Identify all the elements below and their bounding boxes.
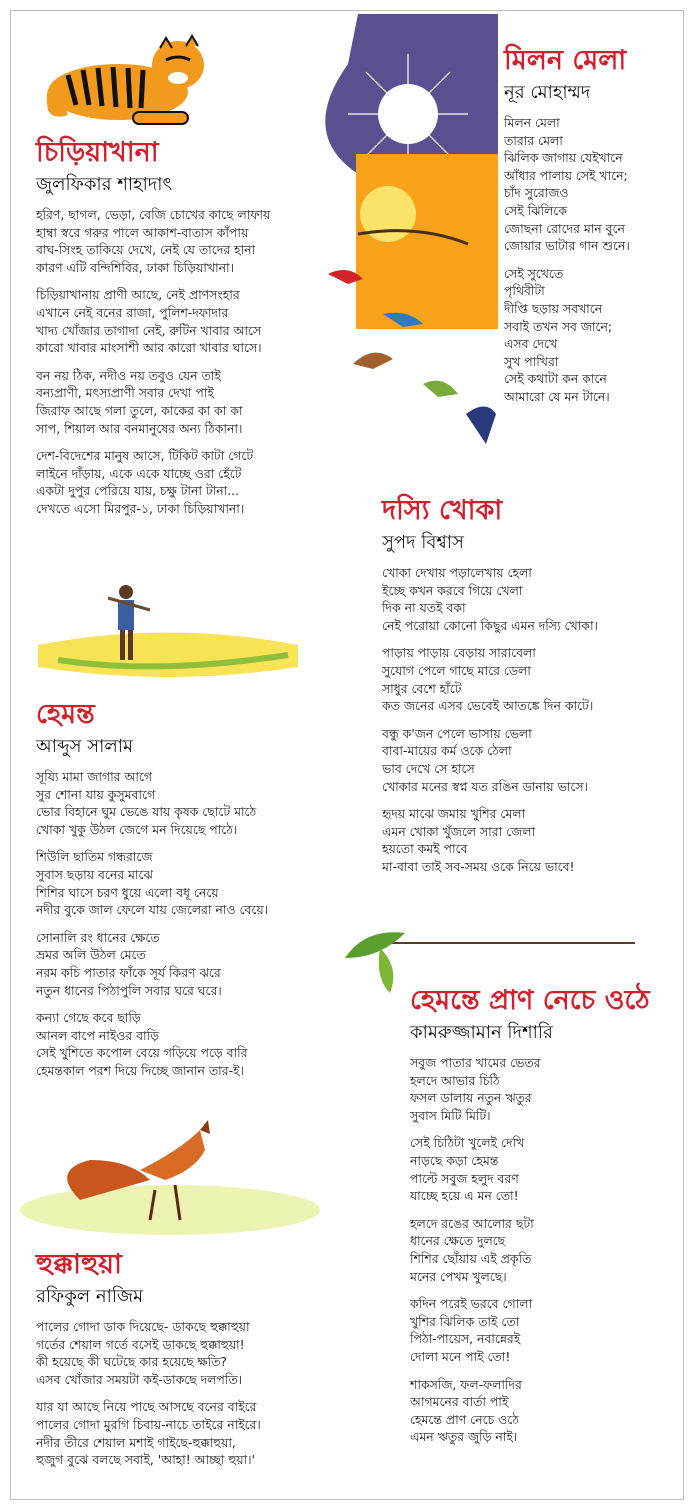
poem-line: শিশির ছোঁয়ায় এই প্রকৃতি bbox=[410, 1250, 532, 1266]
poem-line: দিক না যতই বকা bbox=[382, 600, 466, 616]
stanza bbox=[382, 805, 672, 875]
poem-line: বন্ধু ক'জন পেলে ভাসায় ভেলা bbox=[382, 725, 532, 741]
poem-line: সাধুর বেশে হাঁটে bbox=[382, 680, 462, 696]
poem-line: লাইনে দাঁড়ায়, একে একে যাচ্ছে ওরা হেঁটে bbox=[36, 465, 242, 481]
stanza bbox=[504, 114, 674, 255]
poem-line: কন্যা গেছে কবে ছাড়ি bbox=[36, 1010, 141, 1026]
poem-line: সুবাস মিটি মিটি। bbox=[410, 1107, 491, 1123]
poem-line: নদীর তীরে শেয়াল মশাই গাইছে-হুক্কাহুয়া, bbox=[36, 1434, 236, 1450]
poem-line: হরিণ, ছাগল, ভেড়া, বেজি চোখের কাছে লাফায় bbox=[36, 207, 271, 222]
poem-line: হাম্বা স্বরে গরুর পালে আকাশ-বাতাস কাঁপায় bbox=[36, 224, 249, 240]
stanza bbox=[36, 206, 336, 276]
poem-line: সেই কথাটা কন কানে bbox=[504, 371, 607, 387]
poem-line: পাল্টে সবুজ হলুদ বরণ bbox=[410, 1170, 519, 1186]
stanza bbox=[382, 564, 672, 634]
poem-line: গর্তের শেয়াল গর্তে বসেই ডাকছে হুক্কাহুয়া! bbox=[36, 1336, 245, 1352]
poem-line: বাবা-মায়ের কর্ম ওকে ঠেলা bbox=[382, 743, 512, 759]
poem-line: নাড়ছে কড়া হেমন্ত bbox=[410, 1152, 499, 1168]
stanza bbox=[36, 447, 336, 517]
poem-line: খোকা খুকু উঠল জেগে মন দিয়েছে পাঠে। bbox=[36, 821, 238, 837]
poem-line: ভ্রমর অলি উঠল মেতে bbox=[36, 947, 146, 963]
poem-author: কামরুজ্জামান দিশারি bbox=[410, 1022, 553, 1043]
poem-line: বাঘ-সিংহ তাকিয়ে দেখে, নেই যে তাদের হানা bbox=[36, 242, 256, 258]
poem-line: বন নয় ঠিক, নদীও নয় তবুও যেন তাই bbox=[36, 367, 221, 383]
poem-line: মনের পেখম খুলছে। bbox=[410, 1268, 507, 1284]
poem-line: যাচ্ছে হয়ে এ মন তো! bbox=[410, 1188, 519, 1204]
poem-line: আঁধার পালায় সেই খানে; bbox=[504, 167, 628, 183]
poem-title: হেমন্তে প্রাণ নেচে ওঠে bbox=[410, 985, 650, 1016]
stanza bbox=[410, 1376, 675, 1446]
poem-hemonto bbox=[36, 698, 336, 1090]
poem-author: রফিকুল নাজিম bbox=[36, 1286, 144, 1307]
poem-line: হৃদয় মাঝে জমায় খুশির মেলা bbox=[382, 806, 526, 822]
poem-line: পৃথিবীটা bbox=[504, 283, 545, 299]
stanza bbox=[36, 768, 336, 838]
poem-title: হেমন্ত bbox=[36, 699, 95, 730]
poem-line: চাঁদ সুরোজও bbox=[504, 185, 569, 201]
poem-dossi-khoka bbox=[382, 494, 672, 886]
poem-line: নতুন ধানের পিঠাপুলি সবার ঘরে ঘরে। bbox=[36, 982, 222, 998]
stanza bbox=[410, 1134, 675, 1204]
poem-line: সেই চিঠিটা খুলেই দেখি bbox=[410, 1135, 525, 1151]
poem-title: মিলন মেলা bbox=[504, 45, 627, 76]
stanza bbox=[36, 1398, 336, 1468]
poem-line: সোনালি রং ধানের ক্ষেতে bbox=[36, 929, 160, 945]
poem-line: সুর শোনা যায় কুসুমবাগে bbox=[36, 786, 156, 802]
poem-line: হয়তো কমই পাবে bbox=[382, 841, 468, 857]
poem-line: ঝিলিক জাগায় যেইখানে bbox=[504, 150, 623, 166]
stanza bbox=[36, 1318, 336, 1388]
poem-line: শাকসজি, ফল-ফলাদির bbox=[410, 1376, 522, 1392]
fox-illustration bbox=[20, 1120, 320, 1240]
poem-line: খোকা দেখায় পড়ালেখায় হেলা bbox=[382, 565, 532, 580]
poem-line: নদীর বুকে জাল ফেলে যায় জেলেরা নাও বেয়ে। bbox=[36, 902, 269, 918]
poem-line: শিশির ঘাসে চরণ ধুয়ে এলো বধূ নেয়ে bbox=[36, 884, 219, 900]
poem-chiriyakhana bbox=[36, 136, 336, 528]
poem-author: জুলফিকার শাহাদাৎ bbox=[36, 174, 173, 195]
poem-line: সুবাস ছড়ায় বনের মাঝে bbox=[36, 866, 153, 882]
poem-line: ধানের ক্ষেতে দুলছে bbox=[410, 1233, 506, 1249]
poem-title: হুক্কাহুয়া bbox=[36, 1249, 122, 1280]
poem-line: হুজুগ বুঝে বলছে সবাই, 'আহা! আচ্ছা হুয়া।' bbox=[36, 1452, 256, 1468]
poem-author: আব্দুস সালাম bbox=[36, 736, 133, 757]
stanza bbox=[410, 1054, 675, 1124]
stanza bbox=[36, 1009, 336, 1079]
poem-line: হলদে আভার চিঠি bbox=[410, 1072, 500, 1088]
stanza bbox=[36, 848, 336, 918]
poem-line: সেই ঝিলিকে bbox=[504, 202, 567, 218]
poem-milon-mela bbox=[504, 44, 674, 416]
farmer-field-illustration bbox=[38, 580, 308, 690]
poem-line: ফসল ডালায় নতুন ঋতুর bbox=[410, 1090, 532, 1106]
poem-line: কারো খাবার মাংসাশী আর কারো খাবার ঘাসে। bbox=[36, 340, 262, 356]
poem-line: সবুজ পাতার খামের ভেতর bbox=[410, 1055, 541, 1070]
poem-line: খাদ্য খোঁজার তাগাদা নেই, রুটিন খাবার আসে bbox=[36, 322, 262, 338]
stanza bbox=[36, 929, 336, 999]
poem-body bbox=[410, 1054, 675, 1446]
poem-line: সূয্যি মামা জাগার আগে bbox=[36, 769, 152, 784]
poem-body bbox=[36, 1318, 336, 1469]
poem-line: দেশ-বিদেশের মানুষ আসে, টিকিট কাটা গেটে bbox=[36, 448, 254, 464]
stanza bbox=[410, 1295, 675, 1365]
poem-hemonte-pran bbox=[410, 984, 675, 1456]
stanza bbox=[382, 725, 672, 795]
poem-line: পালের গোদা ডাক দিয়েছে- ডাকছে হুক্কাহুয়া bbox=[36, 1319, 250, 1334]
poem-line: হলদে রঙের আলোর ছটা bbox=[410, 1215, 534, 1231]
poem-line: এমন খোকা খুঁজলে সারা জেলা bbox=[382, 823, 536, 839]
poem-line: ভাব দেখে সে হাসে bbox=[382, 760, 475, 776]
poem-line: পাড়ায় পাড়ায় বেড়ায় সারাবেলা bbox=[382, 645, 536, 661]
poem-line: কী হয়েছে কী ঘটেছে কার হয়েছে ক্ষতি? bbox=[36, 1354, 228, 1370]
poem-title: চিড়িয়াখানা bbox=[36, 137, 159, 168]
poem-line: এসব খোঁজার সময়টা কই-ডাকছে দলপতি। bbox=[36, 1371, 243, 1387]
poem-line: সবাই তখন সব জানে; bbox=[504, 318, 613, 334]
poem-line: সাপ, শিয়াল আর বনমানুষের অন্য ঠিকানা। bbox=[36, 420, 243, 436]
poem-line: ভোর বিহানে ঘুম ভেঙে যায় কৃষক ছোটে মাঠে bbox=[36, 804, 257, 820]
poem-line: দেখতে এসো মিরপুর-১, ঢাকা চিড়িয়াখানা। bbox=[36, 500, 245, 516]
stanza bbox=[410, 1215, 675, 1285]
poem-line: জিরাফ আছে গলা তুলে, কাকের কা কা কা bbox=[36, 402, 243, 418]
stanza bbox=[36, 286, 336, 356]
stanza bbox=[504, 265, 674, 406]
poem-line: নরম কচি পাতার ফাঁকে সূর্য কিরণ ঝরে bbox=[36, 964, 221, 980]
poem-line: পিঠা-পায়েস, নবান্নেরই bbox=[410, 1331, 521, 1347]
poem-line: সুযোগ পেলে গাছে মারে ডেলা bbox=[382, 662, 531, 678]
poem-hukkahuya bbox=[36, 1248, 336, 1479]
poem-line: সেই খুশিতে কপোল বেয়ে গড়িয়ে পড়ে বারি bbox=[36, 1045, 248, 1061]
poem-line: বন্যপ্রাণী, মৎস্যপ্রাণী সবার দেখা পাই bbox=[36, 385, 214, 401]
tiger-illustration bbox=[38, 20, 208, 130]
poem-line: মা-বাবা তাই সব-সময় ওকে নিয়ে ভাবে! bbox=[382, 858, 575, 874]
poem-line: সুখ পাখিরা bbox=[504, 353, 559, 369]
poem-title: দস্যি খোকা bbox=[382, 495, 503, 526]
poem-line: কারণ এটি বন্দিশিবির, ঢাকা চিড়িয়াখানা। bbox=[36, 259, 235, 275]
poem-line: আনল বাপে নাইওর বাড়ি bbox=[36, 1027, 160, 1043]
poem-body bbox=[36, 768, 336, 1080]
stanza bbox=[382, 644, 672, 714]
poem-body bbox=[382, 564, 672, 876]
poem-author: নূর মোহাম্মদ bbox=[504, 82, 591, 103]
stanza bbox=[36, 367, 336, 437]
poem-body bbox=[504, 114, 674, 406]
poem-line: এমন ঋতুর জুড়ি নাই। bbox=[410, 1429, 518, 1445]
poem-line: দোলা মনে পাই তো! bbox=[410, 1348, 511, 1364]
poem-line: তারার মেলা bbox=[504, 132, 563, 148]
poem-line: জোয়ার ভাটার গান শুনে। bbox=[504, 238, 630, 254]
poem-line: সেই সুখেতে bbox=[504, 265, 564, 281]
poem-line: শিউলি ছাতিম গন্ধরাজে bbox=[36, 849, 153, 865]
poem-line: কত জনের এসব ভেবেই আতঙ্কে দিন কাটে। bbox=[382, 698, 594, 714]
poem-line: হেমন্তকাল পরশ দিয়ে দিচ্ছে জানান তার-ই। bbox=[36, 1062, 244, 1078]
poem-line: জোছনা রোদের মান বুনে bbox=[504, 220, 625, 236]
poem-line: মিলন মেলা bbox=[504, 115, 560, 130]
poem-line: আগমনের বার্তা পাই bbox=[410, 1394, 509, 1410]
poem-line: কদিন পরেই ভরবে গোলা bbox=[410, 1296, 533, 1312]
poem-line: এখানে নেই বনের রাজা, পুলিশ-দফাদার bbox=[36, 304, 229, 320]
poem-line: এসব দেখে bbox=[504, 336, 558, 352]
poem-line: চিড়িয়াখানায় প্রাণী আছে, নেই প্রাণসংহার bbox=[36, 287, 240, 303]
poem-line: যার যা আছে নিয়ে পাছে আসছে বনের বাইরে bbox=[36, 1399, 257, 1415]
poem-author: সুপদ বিশ্বাস bbox=[382, 532, 464, 553]
poem-body bbox=[36, 206, 336, 518]
poem-line: একটা দুপুর পেরিয়ে যায়, চক্ষু টানা টানা... bbox=[36, 483, 240, 499]
poem-line: হেমন্তে প্রাণ নেচে ওঠে bbox=[410, 1411, 519, 1427]
poem-line: ইচ্ছে কখন করবে গিয়ে খেলা bbox=[382, 582, 523, 598]
poem-line: দীপ্তি ছড়ায় সবখানে bbox=[504, 300, 603, 316]
poem-line: খুশির ঝিলিক তাই তো bbox=[410, 1313, 520, 1329]
poem-line: পালের গোদা মুরগি চিবায়-নাচে তাইরে নাইরে। bbox=[36, 1416, 261, 1432]
poem-line: আমারো যে মন টানে। bbox=[504, 388, 610, 404]
poem-line: নেই পরোয়া কোনো কিছুর এমন দস্যি খোকা। bbox=[382, 617, 598, 633]
poem-line: খোকার মনের স্বপ্ন যত রঙিন ডানায় ভাসে। bbox=[382, 778, 588, 794]
